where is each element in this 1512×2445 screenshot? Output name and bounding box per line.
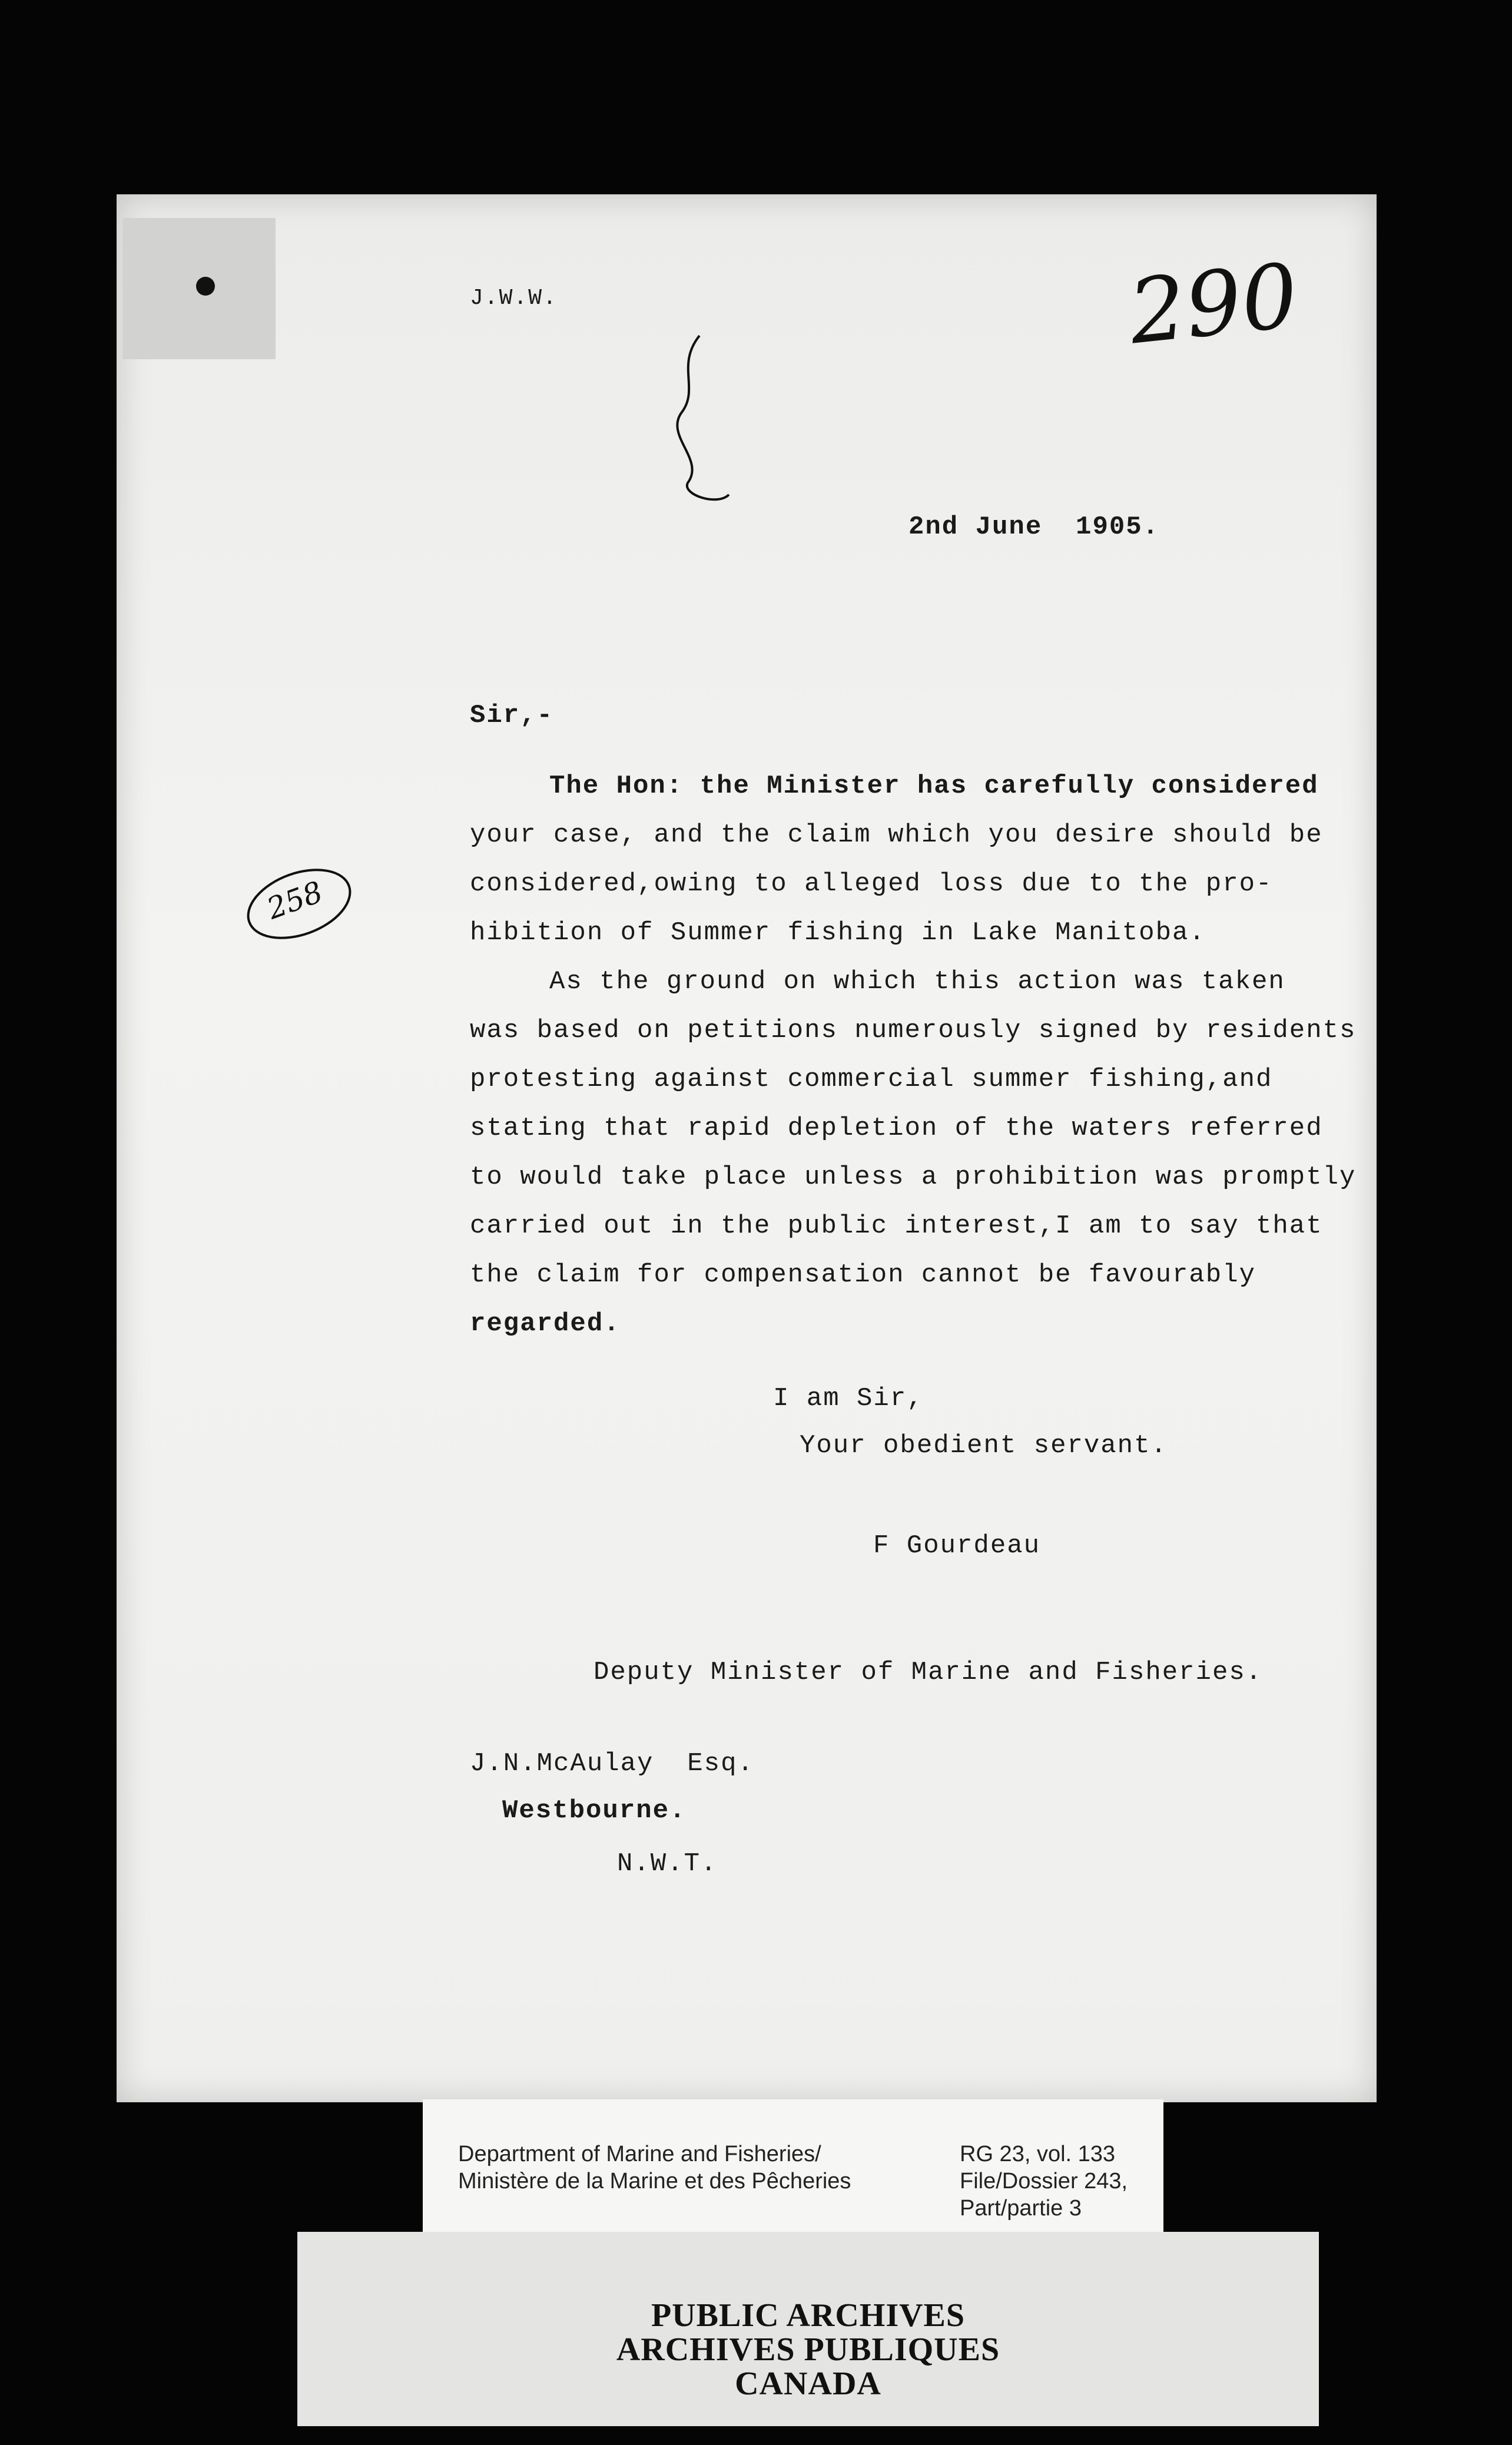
public-archives-stamp (297, 2232, 1319, 2426)
paragraph2-line: stating that rapid depletion of the waters referred (470, 1114, 1323, 1143)
department-fr: Ministère de la Marine et des Pêcheries (458, 2169, 851, 2194)
page-number: 290 (1124, 244, 1303, 365)
paragraph1-line: your case, and the claim which you desire should be (470, 820, 1323, 850)
salutation: Sir,- (470, 701, 554, 730)
margin-note: 258 (262, 874, 327, 926)
paragraph2-line: carried out in the public interest,I am to say that (470, 1211, 1323, 1241)
paragraph1-line: The Hon: the Minister has carefully considered (549, 771, 1319, 801)
initials: J.W.W. (470, 286, 558, 311)
recipient-place: Westbourne. (502, 1796, 687, 1826)
stamp-line: CANADA (735, 2366, 881, 2402)
reference-line: Part/partie 3 (960, 2196, 1082, 2221)
punch-hole (196, 277, 215, 296)
stamp-line: ARCHIVES PUBLIQUES (616, 2331, 1000, 2368)
closing-line: Your obedient servant. (800, 1431, 1168, 1460)
paragraph1-line: hibition of Summer fishing in Lake Manitoba. (470, 918, 1206, 947)
paragraph2-line: As the ground on which this action was taken (549, 967, 1285, 996)
paragraph2-line: the claim for compensation cannot be favourably (470, 1260, 1256, 1290)
handwritten-brace-mark (664, 330, 752, 506)
letter-date: 2nd June 1905. (908, 512, 1160, 542)
paragraph2-line: regarded. (470, 1309, 621, 1339)
recipient-name: J.N.McAulay Esq. (470, 1749, 754, 1778)
reference-line: File/Dossier 243, (960, 2169, 1128, 2194)
signature: F Gourdeau (873, 1531, 1041, 1561)
paragraph2-line: was based on petitions numerously signed by residents (470, 1016, 1357, 1045)
signatory-title: Deputy Minister of Marine and Fisheries. (593, 1658, 1263, 1687)
closing-line: I am Sir, (773, 1384, 924, 1413)
letter-page (117, 194, 1377, 2102)
paragraph1-line: considered,owing to alleged loss due to the pro- (470, 869, 1273, 899)
stamp-line: PUBLIC ARCHIVES (651, 2297, 966, 2334)
paragraph2-line: protesting against commercial summer fishing,and (470, 1065, 1273, 1094)
paragraph2-line: to would take place unless a prohibition was promptly (470, 1162, 1357, 1192)
department-en: Department of Marine and Fisheries/ (458, 2142, 821, 2166)
recipient-territory: N.W.T. (617, 1849, 718, 1879)
reference-line: RG 23, vol. 133 (960, 2142, 1116, 2166)
